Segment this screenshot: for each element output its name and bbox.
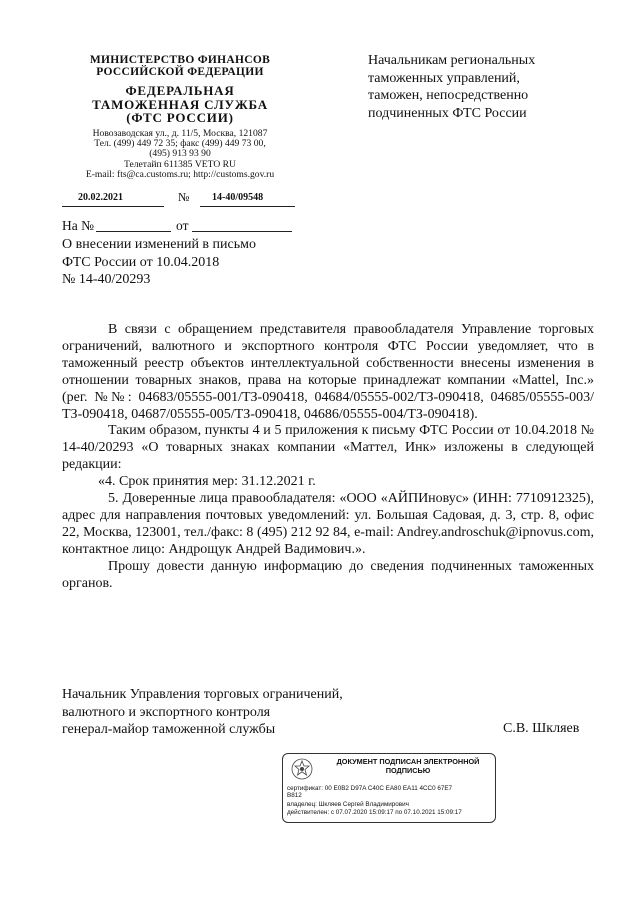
e-signature-stamp [282,753,496,823]
body-paragraph: 5. Доверенные лица правообладателя: «ООО «АЙПИновус» (ИНН: 7710912325), адрес для направления почтовых уведомлений: ул. Большая Садовая, д. 3, стр. 8, офис 22, Москва, 123001, тел./факс: 8 (495) 212 92 84, e-mail: Andrey.androschuk@ipnovus.com, контактное лицо: Андрощук Андрей Вадимович.». [62,491,594,557]
date-underline [62,206,164,207]
reference-line: На № [62,218,94,233]
stamp-owner: владелец: Шкляев Сергей Владимирович [287,801,409,808]
body-paragraph: Таким образом, пункты 4 и 5 приложения к письму ФТС России от 10.04.2018 № 14-40/20293 «О товарных знаках компании «Маттел, Инк» изложены в следующей редакции: [62,423,594,473]
number-sign: № [178,190,190,204]
document-number: 14-40/09548 [212,192,264,203]
body-paragraph: В связи с обращением представителя правообладателя Управление торговых ограничений, валютного и экспортного контроля ФТС России уведомляет, что в таможенный реестр объектов интеллектуальной собственности внесены изменения в отношении товарных знаков, права на которые принадлежат компании «Mattel, Inc.» (рег. №№: 04683/05555-001/ТЗ-090418, 04684/05555-002/ТЗ-090418, 04685/05555-003/ТЗ-090418, 04687/05555-005/ТЗ-090418, 04686/05555-004/ТЗ-090418). [62,322,594,422]
stamp-validity: действителен: с 07.07.2020 15:09:17 по 07.10.2021 15:09:17 [287,809,462,816]
addressee: Начальникам региональных таможенных управлений, таможен, непосредственно подчиненных ФТС России [368,53,536,121]
signatory-name: С.В. Шкляев [503,721,580,736]
ref-number-underline [96,231,171,232]
body-paragraph: «4. Срок принятия мер: 31.12.2021 г. [98,474,316,490]
agency-contacts: Новозаводская ул., д. 11/5, Москва, 121087 Тел. (499) 449 72 35; факс (499) 449 73 00, (495) 913 93 90 Телетайп 611385 VETO RU E-mail: fts@ca.customs.ru; http://customs.gov.ru [85,128,275,180]
signatory-position: Начальник Управления торговых ограничений, валютного и экспортного контроля генерал-майор таможенной службы [62,687,343,737]
document-date: 20.02.2021 [78,192,123,203]
subject: О внесении изменений в письмо ФТС России от 10.04.2018 № 14-40/20293 [62,237,256,287]
agency-name: ФЕДЕРАЛЬНАЯ ТАМОЖЕННАЯ СЛУЖБА (ФТС РОССИИ) [92,83,268,125]
letter-body [62,322,594,593]
reference-from: от [176,218,189,233]
stamp-certificate: сертификат: 00 E0B2 D97A C40C EA80 EA11 4CC0 67E7 [287,785,453,792]
ref-date-underline [192,231,292,232]
emblem-icon [290,757,314,781]
stamp-title: ДОКУМЕНТ ПОДПИСАН ЭЛЕКТРОННОЙ ПОДПИСЬЮ [336,757,480,775]
number-underline [200,206,295,207]
ministry-name: МИНИСТЕРСТВО ФИНАНСОВ РОССИЙСКОЙ ФЕДЕРАЦИИ [89,54,271,78]
body-paragraph: Прошу довести данную информацию до сведения подчиненных таможенных органов. [62,558,594,591]
stamp-certificate-cont: B812 [287,792,302,799]
